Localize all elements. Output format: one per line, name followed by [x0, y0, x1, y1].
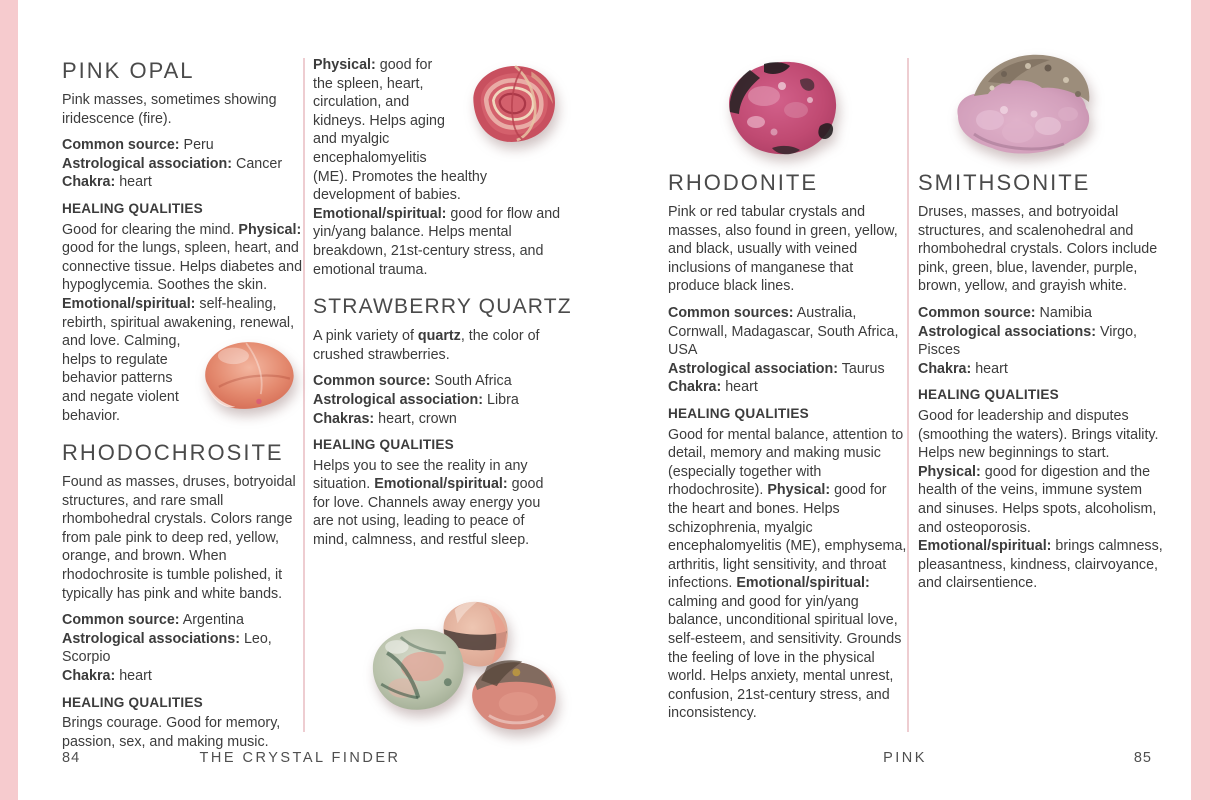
- info-value: Virgo, Pisces: [918, 323, 1138, 359]
- info-label: Astrological associations:: [62, 630, 240, 647]
- entry-title-rhodonite: RHODONITE: [668, 170, 818, 195]
- healing-segment: renewal, and love. Calming, helps to regulate behavior patterns and negate violent behavior.: [62, 314, 295, 424]
- entry-info: [668, 304, 908, 397]
- info-label: Astrological associations:: [918, 323, 1096, 340]
- info-label: Chakra:: [668, 379, 722, 396]
- info-line: [668, 378, 908, 397]
- healing-segment: Brings courage. Good for memory, passion, sex, and making music.: [62, 715, 281, 750]
- info-value: Leo, Scorpio: [62, 630, 272, 666]
- info-line: [918, 360, 1166, 379]
- smithsonite-specimen-photo: [944, 42, 1104, 170]
- info-line: [313, 372, 563, 391]
- entry-description: Found as masses, druses, botryoidal structures, and rare small rhombohedral crystals. Colors range from pale pink to deep red, yellow, orange, and brown. When rhodochrosite is tumble polished, it typically has pink and white bands.: [62, 474, 296, 602]
- healing-segment: good for the spleen, heart, circulation, and kidneys. Helps aging and myalgic encephalomyelitis (ME). Promotes the healthy development of babies.: [313, 57, 488, 204]
- column-1: [62, 58, 304, 751]
- healing-label: Emotional/spiritual:: [62, 295, 196, 312]
- entry-info: [918, 304, 1166, 378]
- info-line: [62, 173, 304, 192]
- healing-label: Emotional/spiritual:: [313, 205, 447, 222]
- page-number-right: 85: [1133, 750, 1152, 766]
- entry-description: Pink masses, sometimes showing iridescence (fire).: [62, 92, 277, 127]
- healing-text: [918, 407, 1166, 593]
- healing-label: Emotional/spiritual:: [918, 538, 1052, 555]
- info-label: Common source:: [313, 373, 431, 390]
- entry-title-strawberry-quartz: STRAWBERRY QUARTZ: [313, 295, 572, 319]
- healing-heading: HEALING QUALITIES: [668, 405, 809, 421]
- entry-title-smithsonite: SMITHSONITE: [918, 170, 1091, 195]
- info-label: Common sources:: [668, 304, 794, 321]
- entry-info: [62, 611, 304, 685]
- healing-segment: good for the heart and bones. Helps schizophrenia, myalgic encephalomyelitis (ME), emphysema, arthritis, light sensitivity, and throat infections.: [668, 482, 907, 592]
- description-segment: A pink variety of: [313, 328, 418, 345]
- column-3: [668, 170, 908, 723]
- healing-label: Emotional/spiritual:: [736, 575, 870, 592]
- entry-title-rhodochrosite: RHODOCHROSITE: [62, 440, 284, 466]
- healing-text: [62, 221, 304, 426]
- info-label: Common source:: [62, 612, 180, 629]
- healing-segment: good for love. Channels away energy you are not using, leading to peace of mind, calmness, and restful sleep.: [313, 476, 544, 549]
- info-label: Chakra:: [62, 174, 116, 191]
- info-value: heart, crown: [374, 410, 457, 427]
- description-segment: , the color of crushed strawberries.: [313, 328, 540, 363]
- healing-segment: good for digestion and the health of the veins, immune system and sinuses. Helps spots, alcoholism, and osteoporosis.: [918, 463, 1157, 536]
- info-value: Namibia: [1035, 304, 1092, 321]
- info-value: Taurus: [838, 360, 885, 377]
- healing-label: Physical:: [313, 57, 376, 73]
- info-line: [62, 155, 304, 174]
- healing-label: Emotional/spiritual:: [374, 476, 508, 493]
- healing-heading: HEALING QUALITIES: [313, 437, 454, 453]
- entry-description: [313, 327, 563, 364]
- rhodonite-tumbled-stone-photo: [712, 52, 852, 167]
- page-border-left: [0, 0, 18, 800]
- info-value: Australia, Cornwall, Madagascar, South Africa, USA: [668, 304, 899, 359]
- info-value: Libra: [483, 391, 519, 408]
- info-label: Chakra:: [62, 668, 116, 685]
- healing-label: Physical:: [767, 482, 831, 499]
- pink-opal-tumbled-stone-photo: [192, 334, 304, 416]
- info-label: Astrological association:: [668, 360, 839, 377]
- info-line: [668, 360, 908, 379]
- info-line: [313, 410, 563, 429]
- info-value: Cancer: [232, 155, 283, 172]
- entry-info: [313, 372, 563, 428]
- healing-segment: self-healing, rebirth, spiritual awakening,: [62, 295, 277, 331]
- info-value: Peru: [179, 137, 214, 154]
- healing-text: [668, 426, 908, 724]
- entry-title-pink-opal: PINK OPAL: [62, 58, 195, 83]
- description-bold: quartz: [417, 328, 461, 345]
- info-value: heart: [115, 174, 152, 191]
- healing-segment: Helps you to see the reality in any situation.: [313, 457, 528, 493]
- page-number-left: 84: [62, 750, 81, 766]
- healing-segment: Good for mental balance, attention to detail, memory and making music (especially together with rhodochrosite).: [668, 426, 904, 499]
- info-value: heart: [115, 668, 152, 685]
- healing-segment: good for the lungs, spleen, heart, and connective tissue. Helps diabetes and hypoglycemia. Soothes the skin.: [62, 240, 303, 294]
- info-line: [918, 304, 1166, 323]
- healing-segment: Good for clearing the mind.: [62, 221, 239, 238]
- info-line: [62, 611, 304, 630]
- entry-description: Pink or red tabular crystals and masses, also found in green, yellow, and black, usually with veined inclusions of manganese that produce black lines.: [668, 204, 898, 295]
- info-label: Chakra:: [918, 360, 972, 377]
- info-line: [62, 667, 304, 686]
- info-value: heart: [721, 379, 758, 396]
- info-value: Argentina: [179, 612, 244, 629]
- rhodochrosite-tumbled-stones-photo: [361, 596, 563, 738]
- entry-description: Druses, masses, and botryoidal structures, and scalenohedral and rhombohedral crystals. Colors include pink, green, blue, lavender, purple, brown, yellow, and grayish white.: [918, 204, 1158, 295]
- healing-label: Physical:: [918, 463, 981, 480]
- healing-label: Physical:: [238, 221, 302, 238]
- page-border-right: [1191, 0, 1210, 800]
- info-value: heart: [971, 360, 1008, 377]
- healing-segment: brings calmness, pleasantness, kindness, clairvoyance, and clairsentience.: [918, 538, 1163, 592]
- healing-segment: good for flow and yin/yang balance. Helps mental breakdown, 21st-century stress, and emotional trauma.: [313, 205, 561, 278]
- entry-info: [62, 136, 304, 192]
- info-line: [313, 391, 563, 410]
- column-4: [918, 170, 1166, 593]
- info-label: Astrological association:: [313, 391, 484, 408]
- healing-text-continued: [313, 56, 563, 279]
- healing-segment: Good for leadership and disputes (smoothing the waters). Brings vitality. Helps new beginnings to start.: [918, 407, 1159, 462]
- rhodochrosite-polished-slice-photo: [459, 56, 563, 152]
- running-footer-section: PINK: [883, 750, 927, 766]
- healing-text: [313, 457, 563, 550]
- info-label: Astrological association:: [62, 155, 233, 172]
- info-label: Chakras:: [313, 410, 375, 427]
- info-label: Common source:: [918, 304, 1036, 321]
- healing-heading: HEALING QUALITIES: [62, 694, 203, 710]
- healing-heading: HEALING QUALITIES: [918, 387, 1059, 403]
- info-label: Common source:: [62, 137, 180, 154]
- info-line: [668, 304, 908, 360]
- healing-text: [62, 714, 304, 751]
- healing-heading: HEALING QUALITIES: [62, 200, 203, 216]
- info-line: [62, 136, 304, 155]
- info-line: [62, 630, 304, 667]
- info-value: South Africa: [430, 373, 512, 390]
- healing-segment: calming and good for yin/yang balance, unconditional spiritual love, self-esteem, and sensitivity. Grounds the feeling of love in the physical world. Helps anxiety, mental unrest, confusion, 21st-century stress, and inconsistency.: [668, 593, 902, 722]
- column-2: [313, 56, 572, 738]
- running-footer-book-title: THE CRYSTAL FINDER: [199, 750, 401, 766]
- info-line: [918, 323, 1166, 360]
